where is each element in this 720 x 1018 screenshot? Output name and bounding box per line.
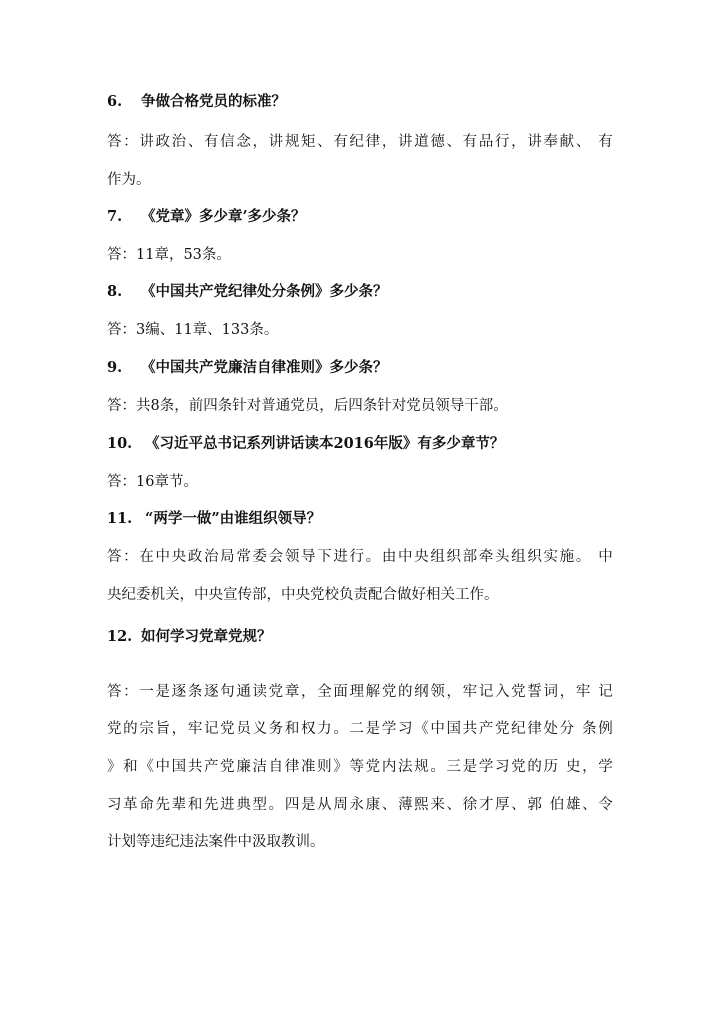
- question-text: 《习近平总书记系列讲话读本2016年版》有多少章节？: [145, 435, 505, 452]
- question-10: [107, 434, 504, 454]
- question-text: 《中国共产党纪律处分条例》多少条？: [141, 283, 388, 300]
- question-6: [107, 92, 286, 112]
- question-text: 如何学习党章党规？: [141, 628, 272, 645]
- question-number: 11.: [107, 510, 133, 527]
- question-7: [107, 207, 306, 227]
- question-8: [107, 282, 388, 302]
- question-number: 10.: [107, 435, 133, 452]
- question-text: 争做合格党员的标准？: [141, 93, 286, 110]
- answer-12-line-2: 党的宗旨，牢记党员义务和权力。二是学习《中国共产党纪律处分 条例: [107, 721, 613, 737]
- answer-8-line-1: 答：3编、11章、133条。: [107, 322, 279, 338]
- question-text: 《党章》多少章’多少条？: [141, 208, 306, 225]
- answer-12-line-3: 》和《中国共产党廉洁自律准则》等党内法规。三是学习党的历 史，学: [107, 759, 613, 775]
- question-number: 9.: [107, 359, 123, 376]
- answer-9-line-1: 答：共8条，前四条针对普通党员，后四条针对党员领导干部。: [107, 398, 508, 414]
- question-text: “两学一做”由谁组织领导？: [145, 510, 322, 527]
- answer-6-line-1: 答：讲政治、有信念，讲规矩、有纪律，讲道德、有品行，讲奉献、 有: [107, 134, 613, 150]
- question-9: [107, 358, 388, 378]
- question-number: 6.: [107, 93, 123, 110]
- answer-12-line-1: 答：一是逐条逐句通读党章，全面理解党的纲领，牢记入党誓词，牢 记: [107, 684, 613, 700]
- answer-6-line-2: 作为。: [107, 172, 151, 188]
- question-number: 8.: [107, 283, 123, 300]
- answer-10-line-1: 答：16章节。: [107, 474, 198, 490]
- question-11: [107, 509, 321, 529]
- answer-11-line-1: 答：在中央政治局常委会领导下进行。由中央组织部牵头组织实施。 中: [107, 549, 613, 565]
- question-number: 7.: [107, 208, 123, 225]
- answer-11-line-2: 央纪委机关，中央宣传部，中央党校负责配合做好相关工作。: [107, 587, 499, 603]
- question-12: [107, 627, 272, 647]
- answer-12-line-5: 计划等违纪违法案件中汲取教训。: [107, 834, 325, 850]
- answer-7-line-1: 答：11章，53条。: [107, 247, 231, 263]
- answer-12-line-4: 习革命先辈和先进典型。四是从周永康、薄熙来、徐才厚、郭 伯雄、令: [107, 797, 613, 813]
- question-number: 12.: [107, 628, 133, 645]
- question-text: 《中国共产党廉洁自律准则》多少条？: [141, 359, 388, 376]
